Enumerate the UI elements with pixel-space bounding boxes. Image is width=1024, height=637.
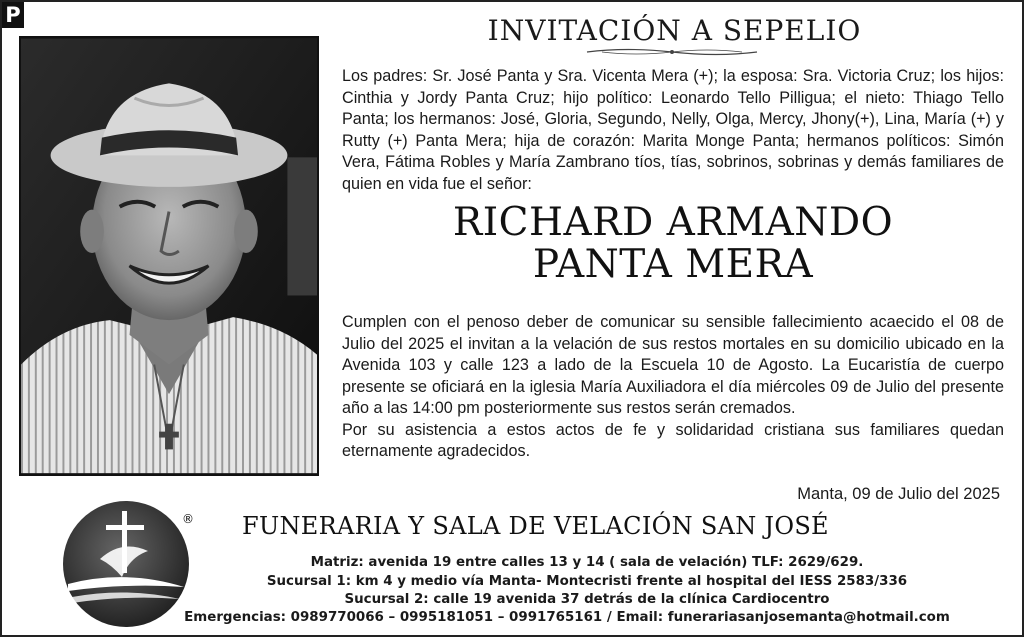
portrait-illustration (21, 38, 317, 474)
notice-heading: INVITACIÓN A SEPELIO (487, 14, 862, 47)
address-matriz: Matriz: avenida 19 entre calles 13 y 14 ( sala de velación) TLF: 2629/629. (310, 555, 864, 570)
portrait-photo (19, 36, 319, 476)
announcement-paragraph-1: Cumplen con el penoso deber de comunicar su sensible fallecimiento acaecido el 08 de Julio del 2025 el invitan a la velación de sus restos mortales en su domicilio ubicado en la Avenida 103 y calle 123 a lado de la Escuela 10 de Agosto. La Eucaristía de cuerpo presente se oficiará en la iglesia María Auxiliadora el día miércoles 09 de Julio del presente año a las 14:00 pm posteriormente sus restos serán cremados. (342, 313, 1004, 417)
deceased-name (342, 202, 1004, 286)
address-sucursal-2: Sucursal 2: calle 19 avenida 37 detrás de la clínica Cardiocentro (344, 592, 830, 607)
deceased-name-line2: PANTA MERA (532, 242, 814, 287)
emergency-contacts: Emergencias: 0989770066 – 0995181051 – 0991765161 / Email: funerariasanjosemanta@hotmail.com (184, 610, 950, 625)
notice-date: Manta, 09 de Julio del 2025 (797, 485, 1000, 503)
deceased-name-line1: RICHARD ARMANDO (452, 200, 894, 245)
flourish-ornament (582, 46, 762, 58)
announcement-body (342, 312, 1004, 463)
funeral-home-name: FUNERARIA Y SALA DE VELACIÓN SAN JOSÉ (242, 512, 829, 540)
address-sucursal-1: Sucursal 1: km 4 y medio vía Manta- Montecristi frente al hospital del IESS 2583/336 (266, 574, 908, 589)
p-badge: P (2, 2, 24, 28)
family-intro-text: Los padres: Sr. José Panta y Sra. Vicenta Mera (+); la esposa: Sra. Victoria Cruz; los hijos: Cinthia y Jordy Panta Cruz; hijo político: Leonardo Tello Pilligua; el nieto: Thiago Tello Panta; los hermanos: José, Gloria, Segundo, Nelly, Olga, Mercy, Jhony(+), Lina, María (+) y Rutty (+) Panta Mera; hija de corazón: Marita Monge Panta; hermanos políticos: Simón Vera, Fátima Robles y María Zambrano tíos, tías, sobrinos, sobrinas y demás familiares de quien en vida fue el señor: (342, 67, 1004, 193)
registered-mark: ® (182, 512, 194, 526)
announcement-paragraph-2: Por su asistencia a estos actos de fe y solidaridad cristiana sus familiares quedan eternamente agradecidos. (342, 420, 1004, 460)
